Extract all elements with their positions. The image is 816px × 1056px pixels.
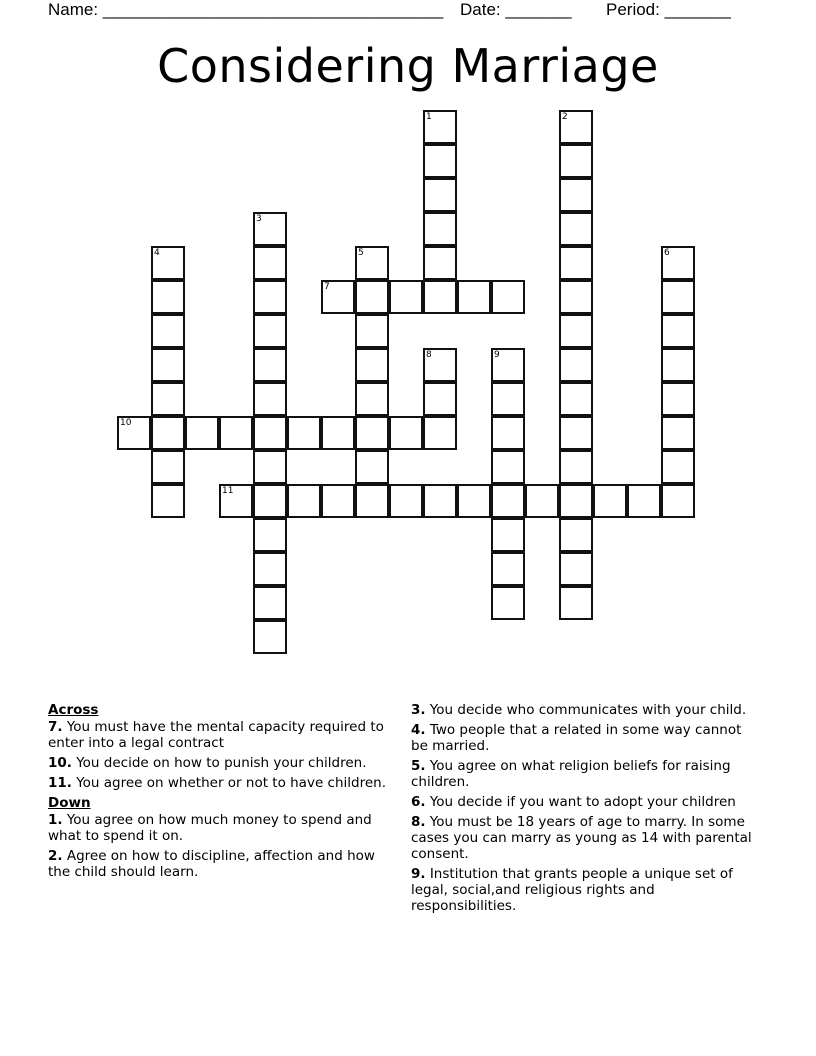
clue-text: Institution that grants people a unique set of legal, social,and religious rights and responsibilities.: [411, 866, 733, 914]
clue-text: Agree on how to discipline, affection and how the child should learn.: [48, 848, 375, 880]
crossword-cell[interactable]: [491, 348, 525, 382]
crossword-cell[interactable]: [287, 416, 321, 450]
crossword-cell[interactable]: [559, 144, 593, 178]
crossword-cell[interactable]: [321, 280, 355, 314]
crossword-cell[interactable]: [423, 144, 457, 178]
crossword-cell[interactable]: [151, 450, 185, 484]
clue-down-3: [411, 702, 756, 718]
clue-down-9: [411, 866, 756, 914]
clue-text: You decide if you want to adopt your children: [429, 794, 736, 810]
crossword-cell[interactable]: [559, 518, 593, 552]
crossword-cell[interactable]: [661, 484, 695, 518]
crossword-cell[interactable]: [151, 348, 185, 382]
crossword-cell[interactable]: [355, 348, 389, 382]
clue-down-2: [48, 848, 393, 880]
crossword-cell[interactable]: [219, 484, 253, 518]
name-field[interactable]: Name: ____________________________________: [48, 0, 444, 19]
cell-number: 9: [494, 350, 500, 360]
clue-number: 3.: [411, 702, 426, 718]
crossword-cell[interactable]: [355, 382, 389, 416]
clue-text: You agree on whether or not to have children.: [76, 775, 387, 791]
clue-number: 11.: [48, 775, 72, 791]
clue-text: You must be 18 years of age to marry. In some cases you can marry as young as 14 with parental consent.: [411, 814, 752, 862]
cell-number: 6: [664, 248, 670, 258]
worksheet-header: [48, 0, 768, 22]
crossword-cell[interactable]: [559, 552, 593, 586]
crossword-grid: [0, 105, 816, 665]
crossword-cell[interactable]: [355, 280, 389, 314]
clue-across-7: [48, 719, 393, 751]
crossword-cell[interactable]: [423, 178, 457, 212]
cell-number: 2: [562, 112, 568, 122]
crossword-cell[interactable]: [253, 620, 287, 654]
cell-number: 5: [358, 248, 364, 258]
clue-number: 1.: [48, 812, 63, 828]
crossword-cell[interactable]: [253, 552, 287, 586]
crossword-cell[interactable]: [593, 484, 627, 518]
crossword-cell[interactable]: [491, 382, 525, 416]
crossword-cell[interactable]: [389, 416, 423, 450]
clue-text: Two people that a related in some way cannot be married.: [411, 722, 742, 754]
crossword-cell[interactable]: [491, 518, 525, 552]
crossword-cell[interactable]: [661, 416, 695, 450]
crossword-cell[interactable]: [627, 484, 661, 518]
clue-down-1: [48, 812, 393, 844]
crossword-cell[interactable]: [253, 484, 287, 518]
crossword-cell[interactable]: [423, 416, 457, 450]
crossword-cell[interactable]: [559, 178, 593, 212]
clues-left-column: [48, 702, 393, 884]
crossword-cell[interactable]: [559, 280, 593, 314]
crossword-cell[interactable]: [151, 416, 185, 450]
clue-number: 5.: [411, 758, 426, 774]
cell-number: 10: [120, 418, 132, 428]
crossword-cell[interactable]: [253, 518, 287, 552]
crossword-cell[interactable]: [151, 280, 185, 314]
clue-number: 9.: [411, 866, 426, 882]
crossword-cell[interactable]: [423, 348, 457, 382]
crossword-cell[interactable]: [151, 246, 185, 280]
clues-right-column: [411, 702, 756, 918]
crossword-cell[interactable]: [321, 416, 355, 450]
clue-down-5: [411, 758, 756, 790]
crossword-cell[interactable]: [253, 212, 287, 246]
crossword-cell[interactable]: [661, 246, 695, 280]
crossword-cell[interactable]: [423, 246, 457, 280]
crossword-cell[interactable]: [559, 484, 593, 518]
down-heading: Down: [48, 795, 91, 811]
cell-number: 4: [154, 248, 160, 258]
crossword-cell[interactable]: [253, 348, 287, 382]
crossword-cell[interactable]: [423, 212, 457, 246]
crossword-cell[interactable]: [423, 382, 457, 416]
crossword-cell[interactable]: [491, 450, 525, 484]
crossword-cell[interactable]: [219, 416, 253, 450]
across-heading: Across: [48, 702, 99, 718]
date-field[interactable]: Date: _______: [460, 0, 572, 19]
crossword-cell[interactable]: [457, 280, 491, 314]
clue-text: You decide who communicates with your child.: [429, 702, 747, 718]
crossword-cell[interactable]: [661, 280, 695, 314]
crossword-cell[interactable]: [661, 314, 695, 348]
cell-number: 8: [426, 350, 432, 360]
crossword-cell[interactable]: [355, 450, 389, 484]
crossword-cell[interactable]: [491, 416, 525, 450]
crossword-cell[interactable]: [253, 416, 287, 450]
clue-text: You decide on how to punish your children.: [76, 755, 367, 771]
clue-across-10: [48, 755, 393, 771]
clue-down-4: [411, 722, 756, 754]
crossword-cell[interactable]: [525, 484, 559, 518]
crossword-cell[interactable]: [287, 484, 321, 518]
crossword-cell[interactable]: [355, 416, 389, 450]
crossword-cell[interactable]: [253, 586, 287, 620]
crossword-cell[interactable]: [491, 484, 525, 518]
crossword-cell[interactable]: [559, 246, 593, 280]
crossword-cell[interactable]: [661, 450, 695, 484]
crossword-cell[interactable]: [389, 484, 423, 518]
crossword-cell[interactable]: [253, 450, 287, 484]
crossword-cell[interactable]: [661, 382, 695, 416]
clue-text: You agree on how much money to spend and what to spend it on.: [48, 812, 372, 844]
crossword-cell[interactable]: [559, 348, 593, 382]
crossword-cell[interactable]: [661, 348, 695, 382]
cell-number: 7: [324, 282, 330, 292]
crossword-cell[interactable]: [491, 586, 525, 620]
crossword-cell[interactable]: [151, 484, 185, 518]
crossword-cell[interactable]: [423, 484, 457, 518]
cell-number: 3: [256, 214, 262, 224]
crossword-cell[interactable]: [559, 586, 593, 620]
clue-down-8: [411, 814, 756, 862]
clue-across-11: [48, 775, 393, 791]
crossword-cell[interactable]: [559, 110, 593, 144]
cell-number: 1: [426, 112, 432, 122]
crossword-cell[interactable]: [423, 280, 457, 314]
clue-text: You must have the mental capacity required to enter into a legal contract: [48, 719, 384, 751]
clue-number: 6.: [411, 794, 426, 810]
crossword-cell[interactable]: [389, 280, 423, 314]
clue-number: 7.: [48, 719, 63, 735]
crossword-cell[interactable]: [355, 484, 389, 518]
crossword-cell[interactable]: [423, 110, 457, 144]
crossword-cell[interactable]: [117, 416, 151, 450]
crossword-cell[interactable]: [559, 212, 593, 246]
crossword-cell[interactable]: [559, 314, 593, 348]
crossword-cell[interactable]: [491, 280, 525, 314]
period-field[interactable]: Period: _______: [606, 0, 731, 19]
crossword-cell[interactable]: [253, 280, 287, 314]
crossword-cell[interactable]: [559, 382, 593, 416]
clue-text: You agree on what religion beliefs for raising children.: [411, 758, 731, 790]
cell-number: 11: [222, 486, 234, 496]
crossword-cell[interactable]: [491, 552, 525, 586]
crossword-cell[interactable]: [355, 246, 389, 280]
crossword-cell[interactable]: [321, 484, 355, 518]
crossword-cell[interactable]: [355, 314, 389, 348]
crossword-cell[interactable]: [151, 382, 185, 416]
clue-number: 10.: [48, 755, 72, 771]
crossword-cell[interactable]: [457, 484, 491, 518]
page-title: Considering Marriage: [157, 39, 659, 93]
crossword-cell[interactable]: [559, 450, 593, 484]
clue-number: 4.: [411, 722, 426, 738]
crossword-cell[interactable]: [151, 314, 185, 348]
crossword-cell[interactable]: [253, 382, 287, 416]
crossword-cell[interactable]: [253, 246, 287, 280]
crossword-cell[interactable]: [185, 416, 219, 450]
crossword-cell[interactable]: [253, 314, 287, 348]
clue-number: 2.: [48, 848, 63, 864]
crossword-cell[interactable]: [559, 416, 593, 450]
clue-down-6: [411, 794, 756, 810]
clue-number: 8.: [411, 814, 426, 830]
